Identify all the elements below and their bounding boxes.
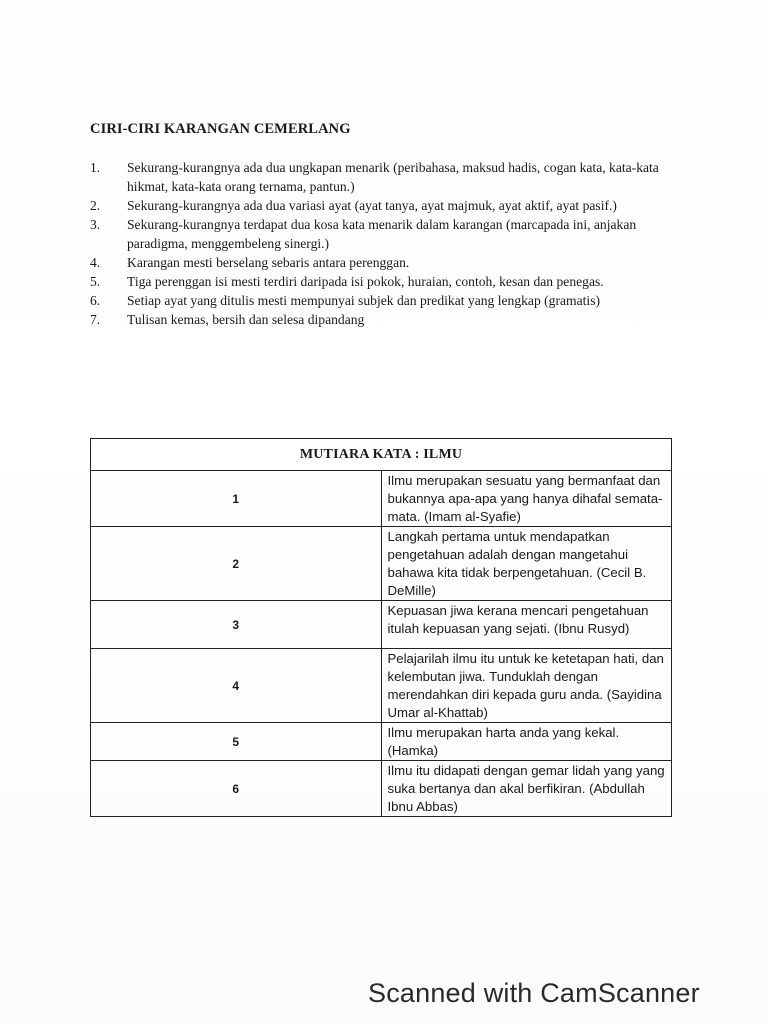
criteria-item [90,158,690,196]
page-heading: CIRI-CIRI KARANGAN CEMERLANG [90,121,351,137]
quote-text: Kepuasan jiwa kerana mencari pengetahuan itulah kepuasan yang sejati. (Ibnu Rusyd) [381,601,672,649]
quotes-table-header-row [91,439,672,471]
criteria-item [90,253,690,272]
criteria-item [90,215,690,253]
criteria-item [90,310,690,329]
criteria-number: 6. [90,293,101,308]
camscanner-watermark: Scanned with CamScanner [368,978,700,1008]
criteria-text: Karangan mesti berselang sebaris antara perenggan. [127,255,410,270]
row-number: 1 [91,471,382,527]
table-row [91,723,672,761]
quotes-table-title: MUTIARA KATA : ILMU [91,439,672,471]
criteria-text: Sekurang-kurangnya terdapat dua kosa kata menarik dalam karangan (marcapada ini, anjakan paradigma, menggembeleng sinergi.) [127,217,637,251]
criteria-number: 4. [90,255,101,270]
quotes-table [90,438,672,817]
criteria-number: 5. [90,274,101,289]
criteria-text: Tulisan kemas, bersih dan selesa dipandang [127,312,365,327]
table-row [91,527,672,601]
criteria-item [90,196,690,215]
criteria-text: Tiga perenggan isi mesti terdiri daripada isi pokok, huraian, contoh, kesan dan penegas. [127,274,604,289]
criteria-list [90,158,690,329]
criteria-number: 1. [90,160,101,175]
table-row [91,471,672,527]
criteria-item [90,291,690,310]
row-number: 3 [91,601,382,649]
row-number: 5 [91,723,382,761]
table-row [91,601,672,649]
row-number: 4 [91,649,382,723]
quote-text: Ilmu merupakan harta anda yang kekal. (Hamka) [381,723,672,761]
row-number: 6 [91,761,382,817]
criteria-number: 2. [90,198,101,213]
row-number: 2 [91,527,382,601]
table-row [91,649,672,723]
quote-text: Pelajarilah ilmu itu untuk ke ketetapan hati, dan kelembutan jiwa. Tunduklah dengan merendahkan diri kepada guru anda. (Sayidina Umar al-Khattab) [381,649,672,723]
criteria-text: Sekurang-kurangnya ada dua ungkapan menarik (peribahasa, maksud hadis, cogan kata, kata-kata hikmat, kata-kata orang ternama, pantun.) [127,160,659,194]
quote-text: Langkah pertama untuk mendapatkan pengetahuan adalah dengan mangetahui bahawa kita tidak berpengetahuan. (Cecil B. DeMille) [381,527,672,601]
criteria-number: 7. [90,312,101,327]
table-row [91,761,672,817]
quote-text: Ilmu merupakan sesuatu yang bermanfaat dan bukannya apa-apa yang hanya dihafal semata-mata. (Imam al-Syafie) [381,471,672,527]
criteria-number: 3. [90,217,101,232]
criteria-item [90,272,690,291]
criteria-text: Setiap ayat yang ditulis mesti mempunyai subjek dan predikat yang lengkap (gramatis) [127,293,601,308]
criteria-text: Sekurang-kurangnya ada dua variasi ayat (ayat tanya, ayat majmuk, ayat aktif, ayat pasif.) [127,198,617,213]
quote-text: Ilmu itu didapati dengan gemar lidah yang yang suka bertanya dan akal berfikiran. (Abdullah Ibnu Abbas) [381,761,672,817]
